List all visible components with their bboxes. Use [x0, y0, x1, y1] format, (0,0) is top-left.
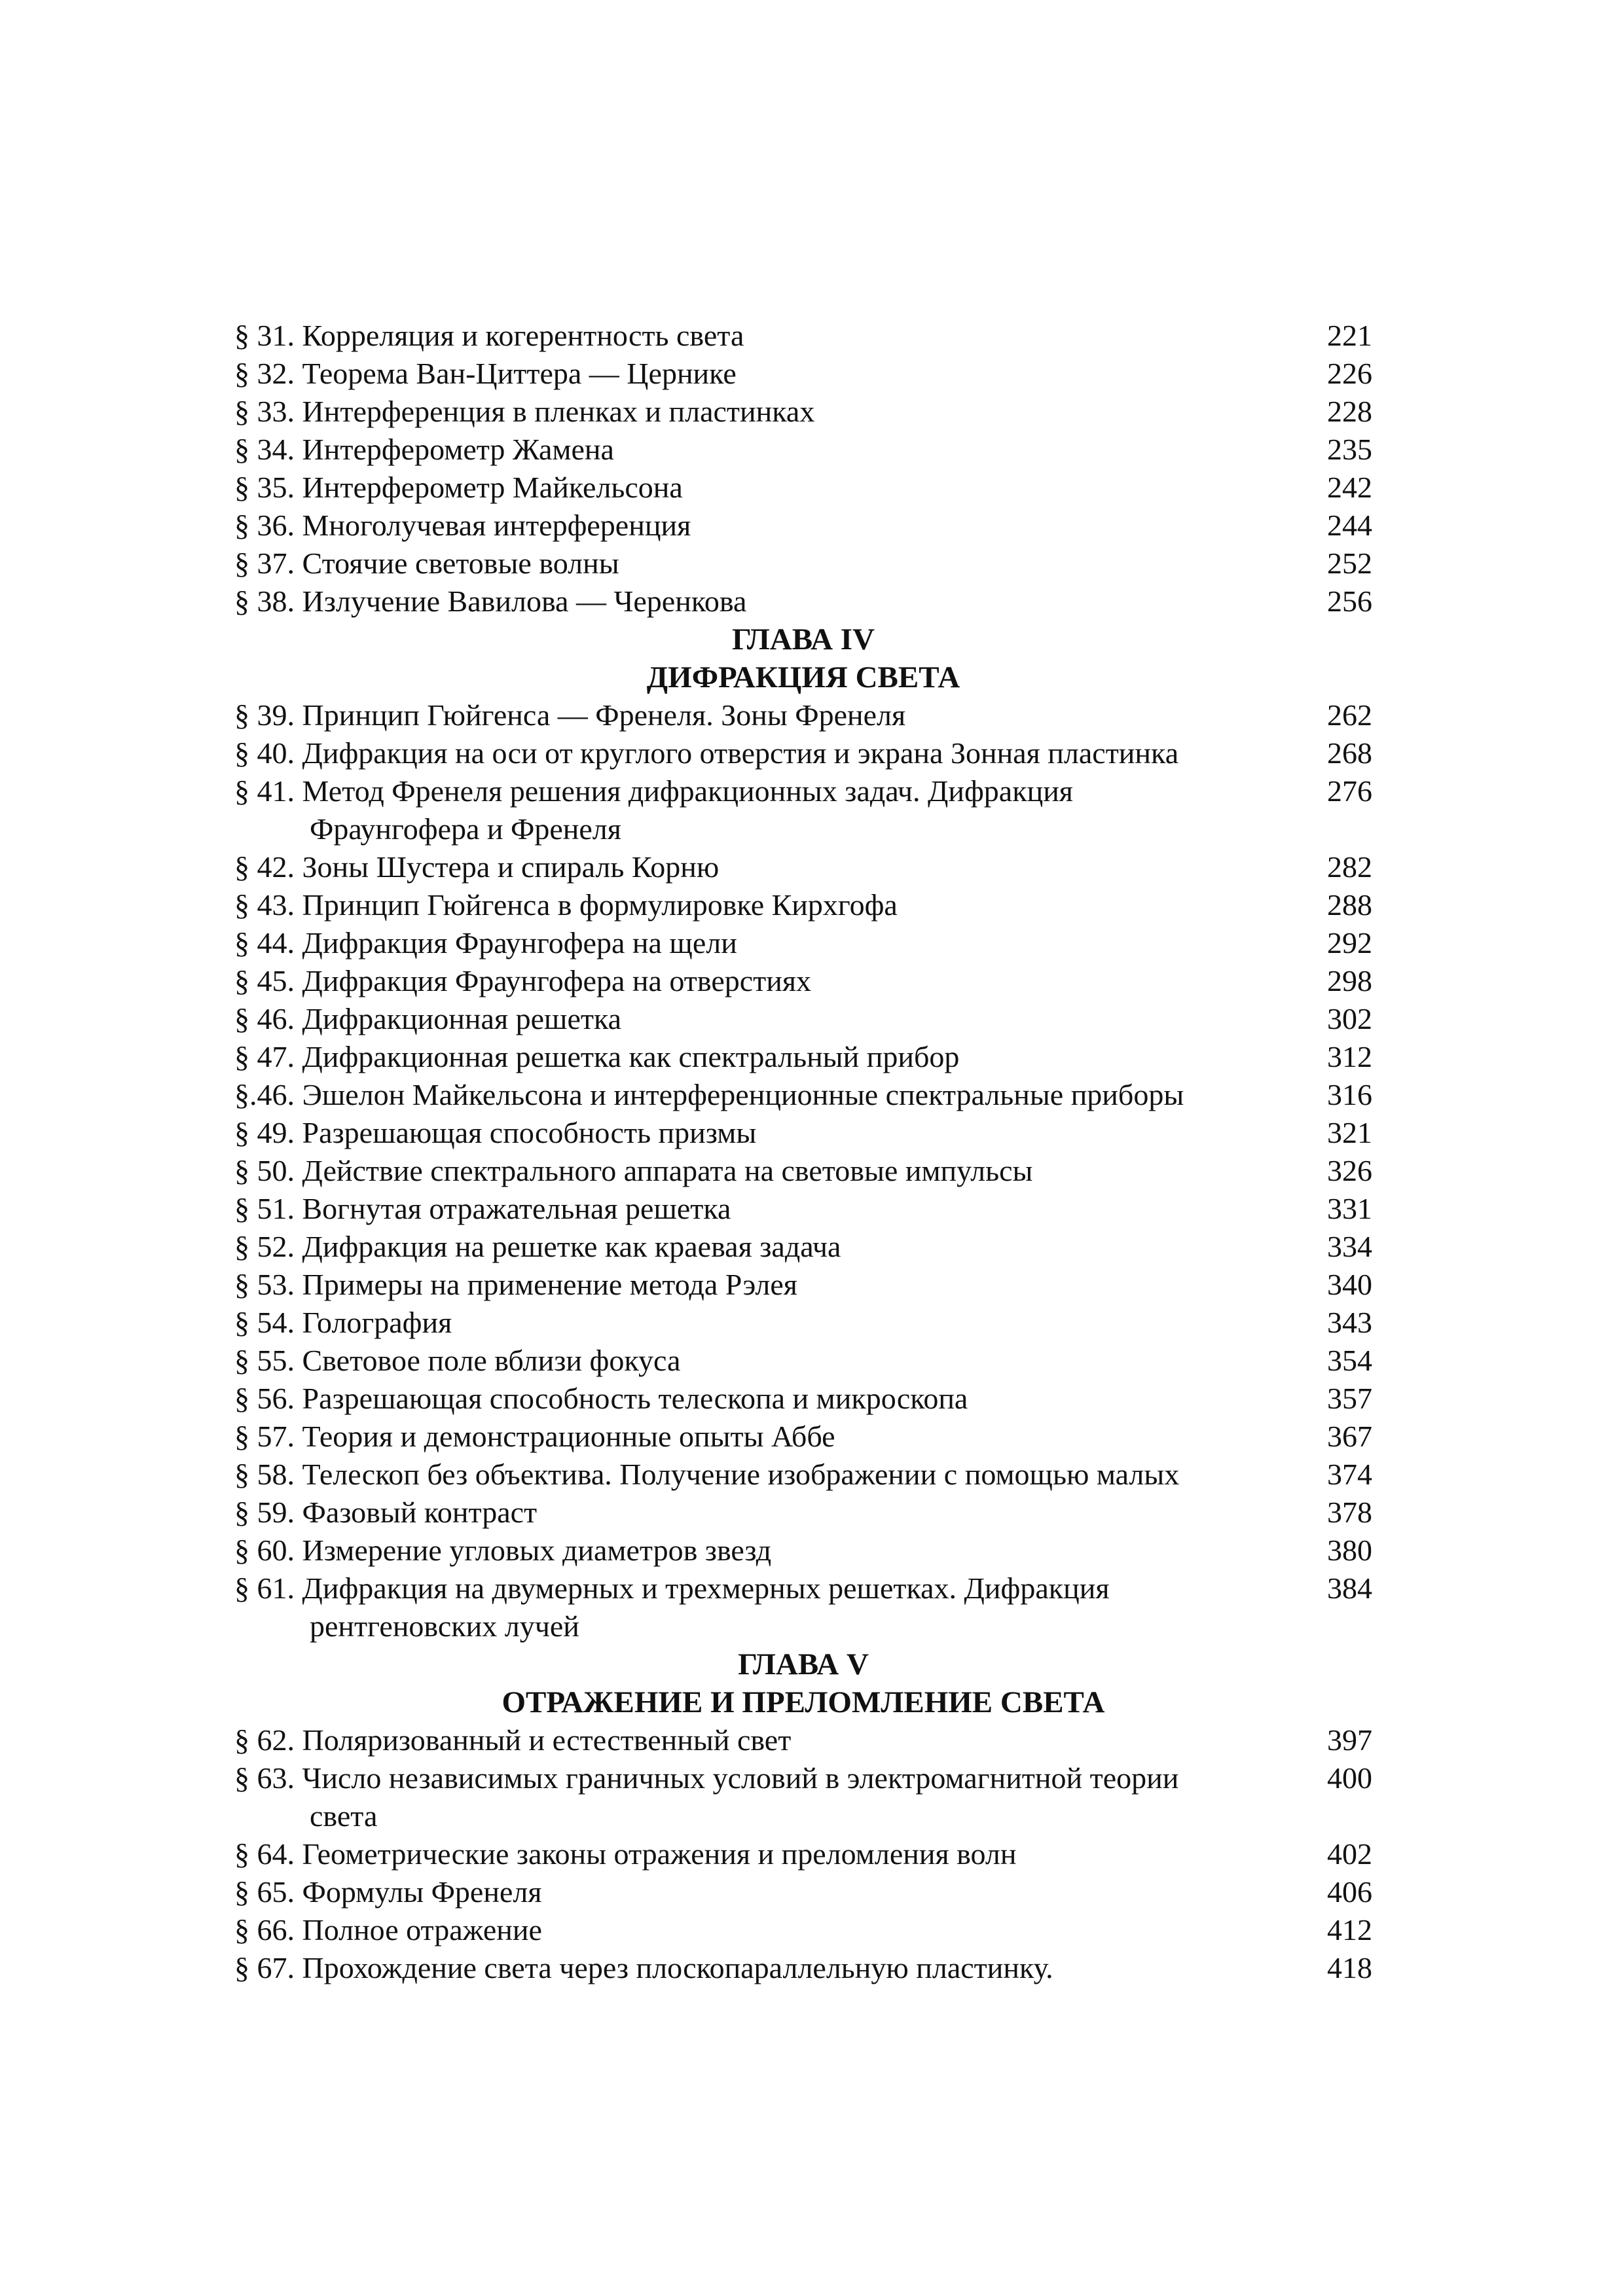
toc-entry-page-number: 418 [1327, 1951, 1372, 1984]
toc-entry [234, 1304, 1372, 1342]
toc-entry-page-number: 221 [1327, 319, 1372, 352]
toc-entry-page-number: 400 [1327, 1761, 1372, 1795]
toc-entry-title: § 41. Метод Френеля решения дифракционных задач. Дифракция [234, 774, 1073, 808]
toc-entry-title: § 62. Поляризованный и естественный свет [234, 1723, 792, 1757]
toc-entry [234, 507, 1372, 545]
toc-entry-page-number: 244 [1327, 509, 1372, 542]
toc-entry [234, 393, 1372, 431]
toc-entry-title: § 36. Многолучевая интерференция [234, 509, 691, 542]
toc-entry-title: § 56. Разрешающая способность телескопа и микроскопа [234, 1382, 968, 1415]
toc-entry-title: § 33. Интерференция в пленках и пластинках [234, 395, 815, 428]
toc-entry-title: § 61. Дифракция на двумерных и трехмерных решетках. Дифракция [234, 1571, 1110, 1605]
chapter-title: ДИФРАКЦИЯ СВЕТА [646, 660, 960, 694]
toc-entry-page-number: 292 [1327, 926, 1372, 960]
toc-entry-page-number: 235 [1327, 433, 1372, 466]
table-of-contents [234, 317, 1372, 1987]
toc-entry-title: § 52. Дифракция на решетке как краевая задача [234, 1230, 841, 1263]
toc-entry-page-number: 397 [1327, 1723, 1372, 1757]
chapter-title: ОТРАЖЕНИЕ И ПРЕЛОМЛЕНИЕ СВЕТА [501, 1685, 1105, 1719]
toc-entry-title: § 45. Дифракция Фраунгофера на отверстиях [234, 964, 812, 997]
toc-entry [234, 431, 1372, 469]
toc-entry-title: § 32. Теорема Ван-Циттера — Цернике [234, 357, 737, 390]
chapter-label: ГЛАВА V [738, 1647, 869, 1681]
toc-entry-page-number: 334 [1327, 1230, 1372, 1263]
toc-entry-page-number: 298 [1327, 964, 1372, 997]
toc-entry-page-number: 378 [1327, 1496, 1372, 1529]
toc-entry [234, 924, 1372, 962]
toc-entry-page-number: 340 [1327, 1268, 1372, 1301]
toc-entry [234, 1114, 1372, 1152]
toc-entry-page-number: 268 [1327, 736, 1372, 770]
section-list [234, 1721, 1372, 1987]
toc-entry-title: § 53. Примеры на применение метода Рэлея [234, 1268, 797, 1301]
toc-entry [234, 1759, 1372, 1835]
toc-entry-page-number: 321 [1327, 1116, 1372, 1149]
toc-entry [234, 1456, 1372, 1494]
toc-entry-title: § 43. Принцип Гюйгенса в формулировке Кирхгофа [234, 888, 898, 922]
toc-entry [234, 1721, 1372, 1759]
toc-entry-page-number: 252 [1327, 547, 1372, 580]
toc-entry-title: § 40. Дифракция на оси от круглого отверстия и экрана Зонная пластинка [234, 736, 1179, 770]
toc-entry-page-number: 226 [1327, 357, 1372, 390]
toc-entry-page-number: 406 [1327, 1875, 1372, 1909]
chapter-label: ГЛАВА IV [731, 622, 875, 656]
toc-entry-title: § 58. Телескоп без объектива. Получение изображении с помощью малых [234, 1458, 1180, 1491]
toc-entry-title: § 50. Действие спектрального аппарата на световые импульсы [234, 1154, 1033, 1187]
toc-entry [234, 1190, 1372, 1228]
toc-entry-title: § 39. Принцип Гюйгенса — Френеля. Зоны Френеля [234, 698, 906, 732]
toc-entry-title: § 44. Дифракция Фраунгофера на щели [234, 926, 737, 960]
toc-entry-title: § 55. Световое поле вблизи фокуса [234, 1344, 681, 1377]
toc-entry-page-number: 242 [1327, 471, 1372, 504]
toc-entry-title: § 47. Дифракционная решетка как спектральный прибор [234, 1040, 960, 1073]
toc-entry [234, 1494, 1372, 1532]
toc-entry-page-number: 357 [1327, 1382, 1372, 1415]
toc-entry-title-continuation: света [310, 1799, 378, 1833]
toc-entry-page-number: 343 [1327, 1306, 1372, 1339]
toc-entry [234, 1570, 1372, 1645]
toc-entry-page-number: 412 [1327, 1913, 1372, 1946]
toc-entry-title: § 37. Стоячие световые волны [234, 547, 619, 580]
toc-entry-page-number: 384 [1327, 1571, 1372, 1605]
toc-entry [234, 1418, 1372, 1456]
toc-entry [234, 848, 1372, 886]
toc-entry [234, 1342, 1372, 1380]
toc-entry-title: § 60. Измерение угловых диаметров звезд [234, 1534, 772, 1567]
toc-entry [234, 355, 1372, 393]
toc-entry [234, 1873, 1372, 1911]
toc-entry-title: § 67. Прохождение света через плоскопараллельную пластинку. [234, 1951, 1053, 1984]
toc-entry-title: § 65. Формулы Френеля [234, 1875, 542, 1909]
toc-entry [234, 772, 1372, 848]
toc-entry-page-number: 262 [1327, 698, 1372, 732]
toc-entry-title: § 46. Дифракционная решетка [234, 1002, 622, 1035]
toc-entry-title: § 35. Интерферометр Майкельсона [234, 471, 683, 504]
toc-entry [234, 1076, 1372, 1114]
toc-entry [234, 1911, 1372, 1949]
toc-entry-page-number: 302 [1327, 1002, 1372, 1035]
toc-entry-title: § 66. Полное отражение [234, 1913, 542, 1946]
toc-entry [234, 469, 1372, 507]
toc-entry [234, 545, 1372, 583]
toc-entry [234, 583, 1372, 620]
toc-entry [234, 1835, 1372, 1873]
toc-entry [234, 1266, 1372, 1304]
toc-entry-title: § 64. Геометрические законы отражения и преломления волн [234, 1837, 1017, 1871]
toc-entry-title: § 63. Число независимых граничных условий в электромагнитной теории [234, 1761, 1179, 1795]
toc-entry-title: § 31. Корреляция и когерентность света [234, 319, 744, 352]
toc-entry-title: §.46. Эшелон Майкельсона и интерференционные спектральные приборы [234, 1078, 1184, 1111]
section-list [234, 696, 1372, 1645]
section-list [234, 317, 1372, 620]
toc-entry [234, 1949, 1372, 1987]
toc-entry-title: § 38. Излучение Вавилова — Черенкова [234, 584, 747, 618]
toc-entry [234, 317, 1372, 355]
toc-entry-title-continuation: Фраунгофера и Френеля [310, 812, 621, 846]
toc-entry-page-number: 276 [1327, 774, 1372, 808]
toc-entry [234, 1380, 1372, 1418]
toc-entry-page-number: 316 [1327, 1078, 1372, 1111]
toc-entry-page-number: 367 [1327, 1420, 1372, 1453]
toc-entry-page-number: 326 [1327, 1154, 1372, 1187]
toc-entry-title: § 42. Зоны Шустера и спираль Корню [234, 850, 720, 884]
toc-entry [234, 1000, 1372, 1038]
toc-entry-page-number: 380 [1327, 1534, 1372, 1567]
toc-entry-page-number: 402 [1327, 1837, 1372, 1871]
toc-entry [234, 1152, 1372, 1190]
toc-entry-page-number: 288 [1327, 888, 1372, 922]
toc-entry-title: § 51. Вогнутая отражательная решетка [234, 1192, 731, 1225]
toc-entry-page-number: 256 [1327, 584, 1372, 618]
toc-entry-page-number: 312 [1327, 1040, 1372, 1073]
toc-entry-page-number: 354 [1327, 1344, 1372, 1377]
toc-entry-page-number: 331 [1327, 1192, 1372, 1225]
toc-entry-title: § 57. Теория и демонстрационные опыты Аббе [234, 1420, 835, 1453]
toc-entry [234, 1038, 1372, 1076]
toc-entry [234, 886, 1372, 924]
toc-entry-page-number: 374 [1327, 1458, 1372, 1491]
toc-entry-page-number: 228 [1327, 395, 1372, 428]
toc-entry [234, 1532, 1372, 1570]
toc-entry [234, 734, 1372, 772]
toc-entry-title: § 54. Голография [234, 1306, 452, 1339]
toc-entry [234, 1228, 1372, 1266]
toc-entry-page-number: 282 [1327, 850, 1372, 884]
toc-entry [234, 696, 1372, 734]
toc-entry-title: § 34. Интерферометр Жамена [234, 433, 614, 466]
toc-entry-title: § 49. Разрешающая способность призмы [234, 1116, 757, 1149]
toc-entry [234, 962, 1372, 1000]
toc-entry-title-continuation: рентгеновских лучей [310, 1609, 579, 1643]
toc-entry-title: § 59. Фазовый контраст [234, 1496, 538, 1529]
